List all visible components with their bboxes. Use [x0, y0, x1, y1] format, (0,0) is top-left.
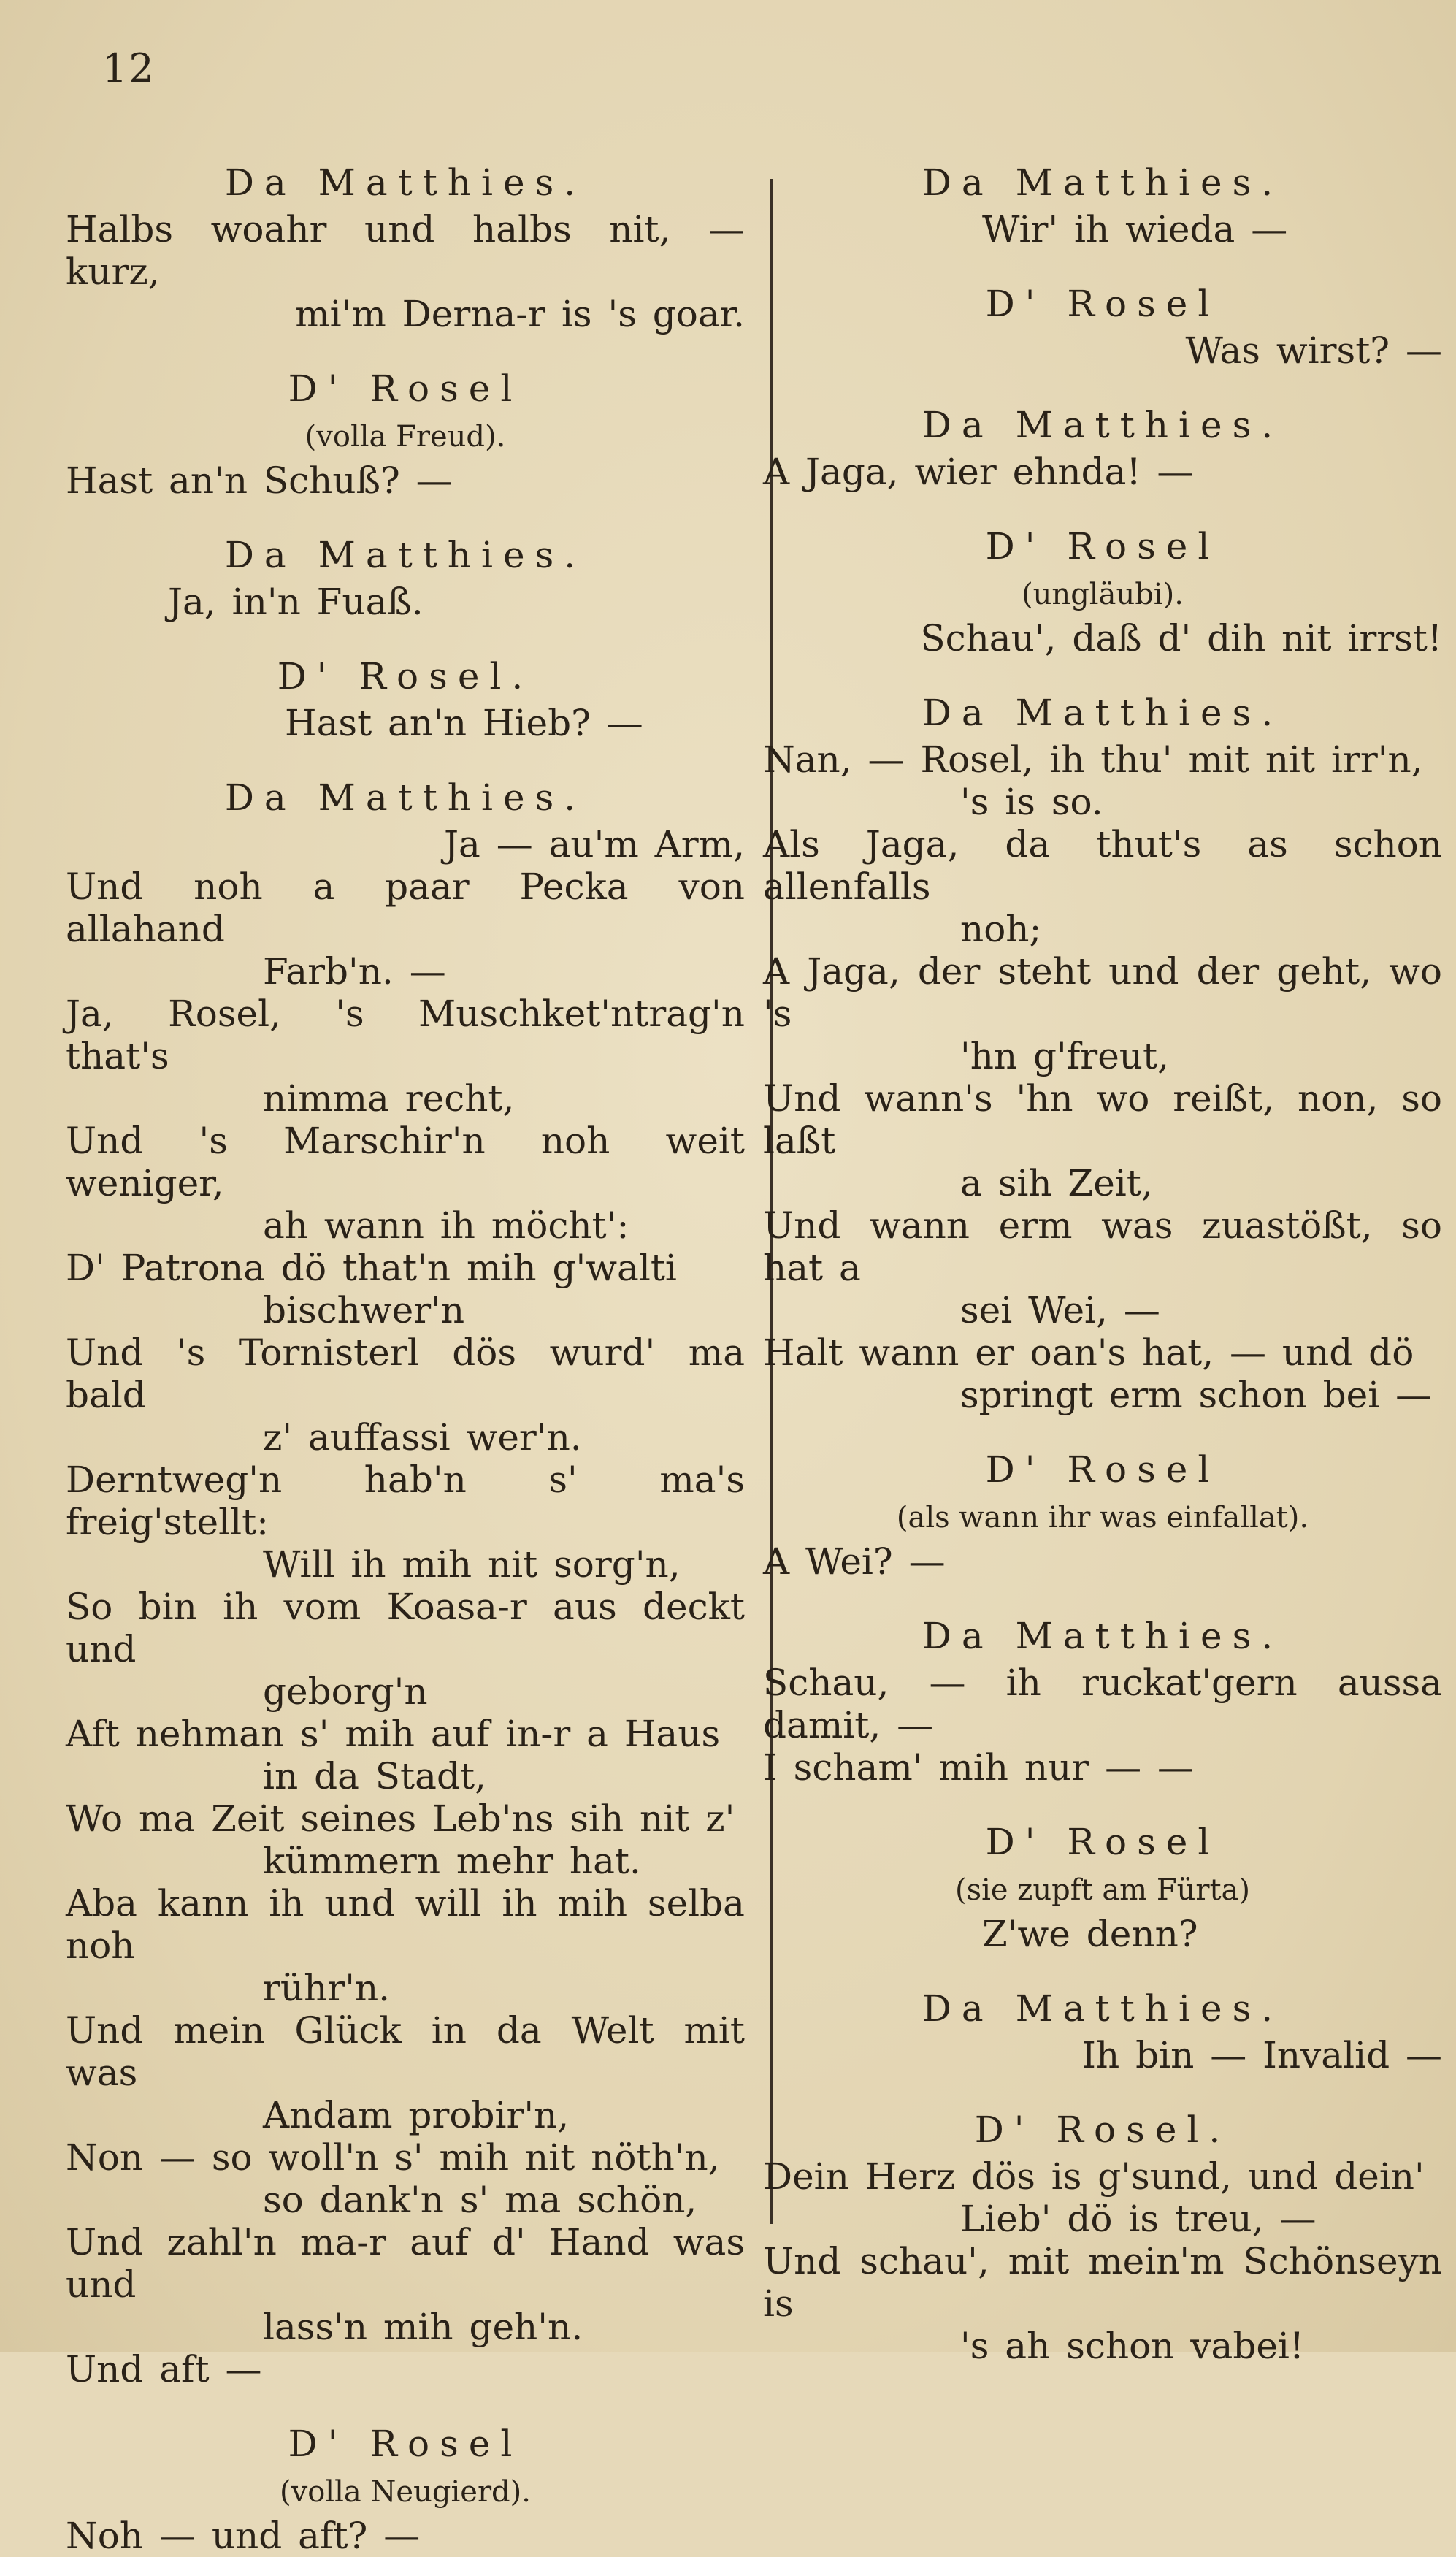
verse-line: lass'n mih geh'n. — [263, 2306, 583, 2348]
dialogue-block — [763, 1610, 1442, 1789]
verse-line: Noh — und aft? — — [66, 2515, 421, 2557]
verse-line: Ja, in'n Fuaß. — [168, 581, 424, 623]
verse-line: Derntweg'n hab'n s' ma's freig'stellt: — [66, 1459, 745, 1543]
verse-line: rühr'n. — [263, 1967, 391, 2009]
verse-line: So bin ih vom Koasa-r aus deckt und — [66, 1586, 745, 1670]
dialogue-block — [763, 1816, 1442, 1955]
verse-line: I scham' mih nur — — — [763, 1746, 1194, 1789]
verse-line: Aft nehman s' mih auf in-r a Haus — [66, 1713, 721, 1755]
dialogue-block — [66, 363, 745, 502]
verse-line: Als Jaga, da thut's as schon allenfalls — [763, 823, 1442, 908]
dialogue-block — [66, 530, 745, 623]
right-column — [763, 157, 1442, 2367]
verse-line: Halbs woahr und halbs nit, — kurz, — [66, 208, 745, 293]
verse-line: Und mein Glück in da Welt mit was — [66, 2009, 745, 2094]
speaker-name: D' Rosel — [985, 1448, 1220, 1491]
speaker-name: Da Matthies. — [224, 161, 586, 204]
stage-direction: (volla Neugierd). — [280, 2475, 531, 2509]
verse-line: Was wirst? — — [1185, 329, 1442, 372]
verse-line: z' auffassi wer'n. — [263, 1416, 582, 1459]
verse-line: Ih bin — Invalid — — [1081, 2034, 1442, 2076]
speaker-name: D' Rosel — [985, 525, 1220, 567]
verse-line: in da Stadt, — [263, 1755, 486, 1797]
stage-direction: (volla Freud). — [304, 420, 506, 454]
dialogue-block — [763, 687, 1442, 1416]
verse-line: springt erm schon bei — — [960, 1374, 1433, 1416]
verse-line: Lieb' dö is treu, — — [960, 2198, 1317, 2240]
verse-line: Wir' ih wieda — — [982, 208, 1288, 251]
verse-line: Und wann erm was zuastößt, so hat a — [763, 1204, 1442, 1289]
left-column — [66, 157, 745, 2557]
dialogue-block — [66, 651, 745, 744]
verse-line: Hast an'n Hieb? — — [285, 702, 643, 744]
speaker-name: Da Matthies. — [922, 404, 1284, 446]
verse-line: Und schau', mit mein'm Schönseyn is — [763, 2240, 1442, 2325]
verse-line: A Wei? — — [763, 1540, 946, 1583]
speaker-name: Da Matthies. — [224, 534, 586, 576]
dialogue-block — [763, 157, 1442, 251]
page-number: 12 — [102, 45, 156, 91]
dialogue-block — [763, 278, 1442, 372]
verse-line: 's is so. — [960, 781, 1103, 823]
dialogue-block — [763, 521, 1442, 660]
speaker-name: D' Rosel — [288, 367, 523, 410]
verse-line: Schau', daß d' dih nit irrst! — [920, 617, 1442, 660]
verse-line: so dank'n s' ma schön, — [263, 2179, 697, 2221]
verse-line: noh; — [960, 908, 1042, 950]
speaker-name: D' Rosel. — [974, 2109, 1231, 2151]
speaker-name: D' Rosel — [288, 2423, 523, 2465]
verse-line: Halt wann er oan's hat, — und dö — [763, 1331, 1414, 1374]
dialogue-block — [763, 1983, 1442, 2076]
verse-line: Aba kann ih und will ih mih selba noh — [66, 1882, 745, 1967]
speaker-name: Da Matthies. — [922, 692, 1284, 734]
speaker-name: Da Matthies. — [922, 1615, 1284, 1657]
stage-direction: (ungläubi). — [1022, 578, 1184, 611]
verse-line: kümmern mehr hat. — [263, 1840, 641, 1882]
speaker-name: Da Matthies. — [922, 1987, 1284, 2030]
verse-line: geborg'n — [263, 1670, 428, 1713]
verse-line: Und 's Marschir'n noh weit weniger, — [66, 1120, 745, 1204]
speaker-name: Da Matthies. — [922, 161, 1284, 204]
verse-line: Nan, — Rosel, ih thu' mit nit irr'n, — [763, 738, 1423, 781]
verse-line: Z'we denn? — [982, 1913, 1198, 1955]
verse-line: Andam probir'n, — [263, 2094, 570, 2136]
verse-line: Wo ma Zeit seines Leb'ns sih nit z' — [66, 1797, 735, 1840]
verse-line: Dein Herz dös is g'sund, und dein' — [763, 2155, 1425, 2198]
verse-line: D' Patrona dö that'n mih g'walti — [66, 1247, 677, 1289]
verse-line: Will ih mih nit sorg'n, — [263, 1543, 681, 1586]
speaker-name: D' Rosel. — [277, 655, 534, 697]
verse-line: nimma recht, — [263, 1077, 515, 1120]
dialogue-block — [66, 2418, 745, 2557]
verse-line: Non — so woll'n s' mih nit nöth'n, — [66, 2136, 720, 2179]
verse-line: Ja, Rosel, 's Muschket'ntrag'n that's — [66, 993, 745, 1077]
verse-line: A Jaga, der steht und der geht, wo 's — [763, 950, 1442, 1035]
verse-line: Und wann's 'hn wo reißt, non, so laßt — [763, 1077, 1442, 1162]
dialogue-block — [763, 1444, 1442, 1583]
dialogue-block — [66, 157, 745, 335]
speaker-name: D' Rosel — [985, 283, 1220, 325]
verse-line: bischwer'n — [263, 1289, 465, 1331]
verse-line: Farb'n. — — [263, 950, 446, 993]
verse-line: Ja — au'm Arm, — [443, 823, 745, 865]
verse-line: Und zahl'n ma-r auf d' Hand was und — [66, 2221, 745, 2306]
verse-line: Hast an'n Schuß? — — [66, 459, 453, 502]
stage-direction: (als wann ihr was einfallat). — [896, 1501, 1309, 1534]
speaker-name: D' Rosel — [985, 1821, 1220, 1863]
verse-line: Schau, — ih ruckat'gern aussa damit, — — [763, 1662, 1442, 1746]
verse-line: 'hn g'freut, — [960, 1035, 1169, 1077]
verse-line: mi'm Derna-r is 's goar. — [295, 293, 745, 335]
verse-line: sei Wei, — — [960, 1289, 1160, 1331]
verse-line: 's ah schon vabei! — [960, 2325, 1305, 2367]
verse-line: Und 's Tornisterl dös wurd' ma bald — [66, 1331, 745, 1416]
dialogue-block — [763, 400, 1442, 493]
verse-line: A Jaga, wier ehnda! — — [763, 451, 1194, 493]
dialogue-block — [66, 772, 745, 2390]
dialogue-block — [763, 2104, 1442, 2367]
stage-direction: (sie zupft am Fürta) — [954, 1873, 1250, 1907]
verse-line: a sih Zeit, — [960, 1162, 1153, 1204]
speaker-name: Da Matthies. — [224, 776, 586, 819]
verse-line: ah wann ih möcht': — [263, 1204, 629, 1247]
verse-line: Und noh a paar Pecka von allahand — [66, 865, 745, 950]
verse-line: Und aft — — [66, 2348, 262, 2390]
